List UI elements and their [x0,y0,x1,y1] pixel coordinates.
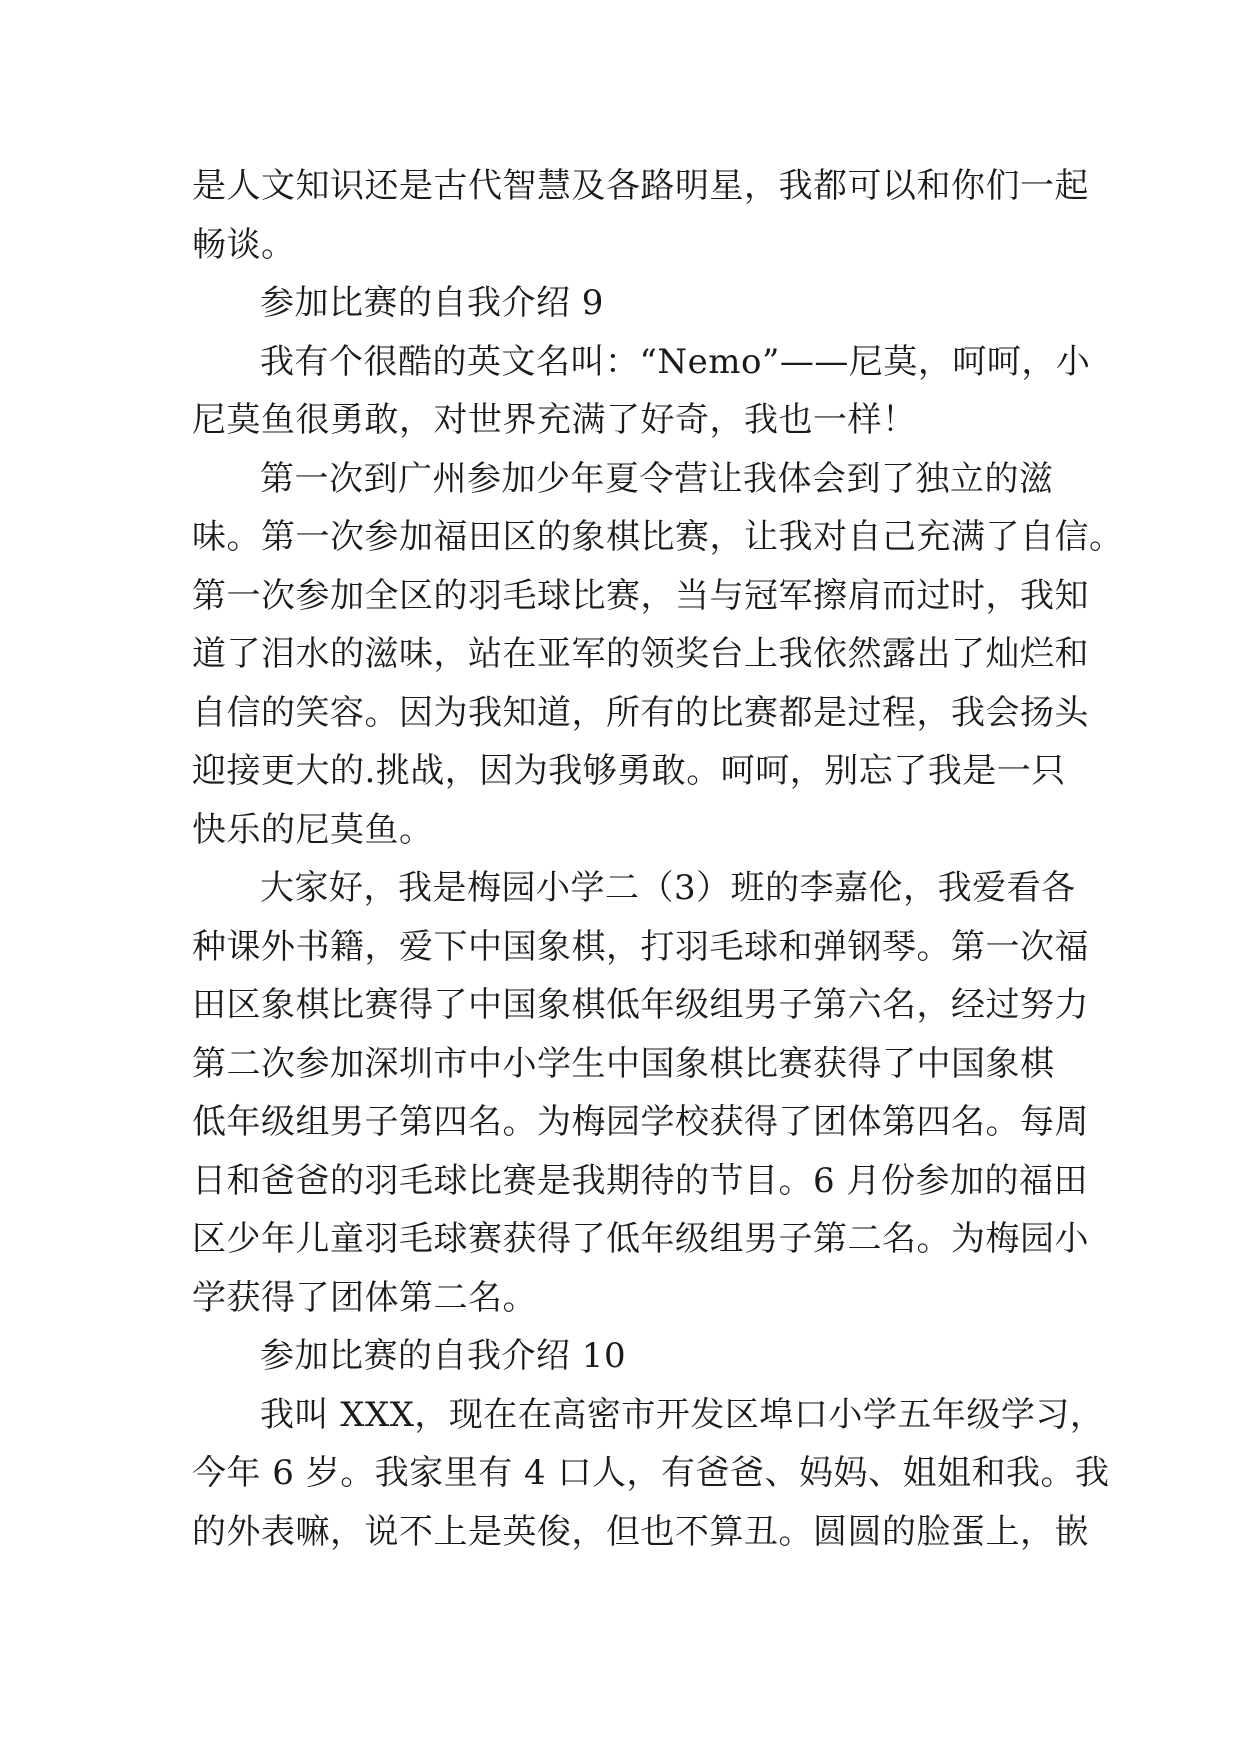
paragraph-line: 大家好，我是梅园小学二（3）班的李嘉伦，我爱看各 [260,868,1076,908]
paragraph-line: 道了泪水的滋味，站在亚军的领奖台上我依然露出了灿烂和 [192,634,1089,674]
paragraph-line: 味。第一次参加福田区的象棋比赛，让我对自己充满了自信。 [192,517,1124,557]
paragraph-line: 我叫 XXX，现在在高密市开发区埠口小学五年级学习， [260,1394,1105,1435]
section-heading: 参加比赛的自我介绍 10 [260,1336,627,1376]
paragraph-line: 尼莫鱼很勇敢，对世界充满了好奇，我也一样！ [192,400,917,440]
paragraph-line: 畅谈。 [192,224,296,265]
paragraph-line: 种课外书籍，爱下中国象棋，打羽毛球和弹钢琴。第一次福 [192,926,1089,967]
paragraph-line: 日和爸爸的羽毛球比赛是我期待的节目。6 月份参加的福田 [192,1160,1088,1201]
paragraph-line: 自信的笑容。因为我知道，所有的比赛都是过程，我会扬头 [192,692,1089,733]
paragraph-line: 是人文知识还是古代智慧及各路明星，我都可以和你们一起 [192,166,1089,206]
paragraph-line: 第一次参加全区的羽毛球比赛，当与冠军擦肩而过时，我知 [192,575,1089,616]
paragraph-line: 第一次到广州参加少年夏令营让我体会到了独立的滋 [260,458,1054,499]
paragraph-line: 第二次参加深圳市中小学生中国象棋比赛获得了中国象棋 [192,1043,1055,1084]
paragraph-line: 区少年儿童羽毛球赛获得了低年级组男子第二名。为梅园小 [192,1219,1089,1259]
paragraph-line: 迎接更大的.挑战，因为我够勇敢。呵呵，别忘了我是一只 [192,751,1066,791]
paragraph-line: 快乐的尼莫鱼。 [192,809,434,850]
paragraph-line: 我有个很酷的英文名叫：“Nemo”——尼莫，呵呵，小 [260,341,1091,382]
paragraph-line: 低年级组男子第四名。为梅园学校获得了团体第四名。每周 [192,1102,1089,1142]
paragraph-line: 的外表嘛，说不上是英俊，但也不算丑。圆圆的脸蛋上，嵌 [192,1511,1089,1552]
paragraph-line: 田区象棋比赛得了中国象棋低年级组男子第六名，经过努力 [192,985,1089,1025]
section-heading: 参加比赛的自我介绍 9 [260,283,604,323]
paragraph-line: 今年 6 岁。我家里有 4 口人，有爸爸、妈妈、姐姐和我。我 [192,1453,1110,1493]
document-body [192,157,1124,1561]
paragraph-line: 学获得了团体第二名。 [192,1277,537,1318]
